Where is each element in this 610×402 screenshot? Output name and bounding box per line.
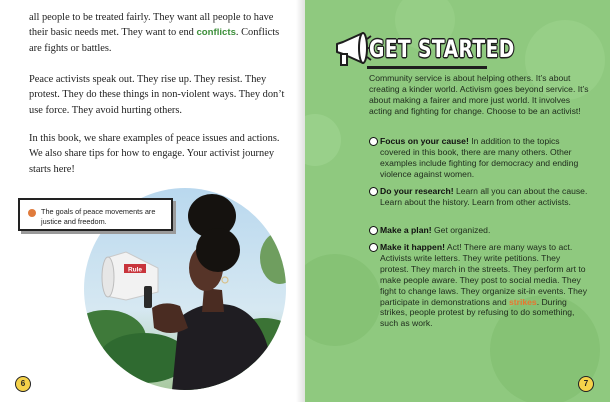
bullet-title: Do your research! bbox=[380, 186, 454, 196]
page-number-right: 7 bbox=[578, 376, 594, 392]
bullet-text: In addition to the topics covered in this book, there are many others. Other examples include fighting for democracy and ending violence against women. bbox=[380, 136, 579, 179]
glossary-term-conflicts[interactable]: conflicts bbox=[196, 27, 236, 39]
bullet-circle-icon bbox=[369, 243, 378, 252]
bullet-title: Focus on your cause! bbox=[380, 136, 469, 146]
bullet-text: Get organized. bbox=[431, 225, 491, 235]
megaphone-brand-label: Rule bbox=[127, 266, 143, 274]
bullet-text: Act! There are many ways to act. Activists write letters. They write petitions. They protest. They march in the streets. They perform art to make people aware. They post to social media. They fight to change laws. They organize sit-in events. They participate in demonstrations and bbox=[380, 242, 588, 307]
photo-caption-box bbox=[18, 198, 173, 231]
page-number-left: 6 bbox=[15, 376, 31, 392]
section-heading bbox=[333, 30, 515, 72]
caption-bullet-dot bbox=[28, 209, 36, 217]
body-paragraph bbox=[29, 10, 291, 56]
bullet-text: Learn all you can about the cause. Learn about the history. Learn from other activists. bbox=[380, 186, 588, 207]
list-item bbox=[369, 242, 591, 329]
list-item bbox=[369, 186, 591, 208]
paragraph-text: . Conflicts are fights or battles. bbox=[29, 27, 280, 54]
list-item bbox=[369, 225, 591, 236]
intro-paragraph: Community service is about helping others. It’s about creating a kinder world. Activism goes beyond service. It’s about making a fairer and more just world. It involves acting and fighting for change. Choose to be an activist! bbox=[369, 73, 589, 116]
paragraph-text: all people to be treated fairly. They want all people to have their basic needs met. They want to end bbox=[29, 12, 274, 39]
bullet-circle-icon bbox=[369, 187, 378, 196]
heading-underline bbox=[367, 66, 487, 69]
body-paragraph: In this book, we share examples of peace issues and actions. We also share tips for how to engage. Your activist journey starts here! bbox=[29, 133, 280, 175]
right-page bbox=[305, 0, 610, 402]
bullet-title: Make it happen! bbox=[380, 242, 445, 252]
glossary-term-strikes[interactable]: strikes bbox=[508, 296, 537, 307]
body-paragraph: Peace activists speak out. They rise up. They resist. They protest. They do these things in non-violent ways. They don’t use force. They avoid hurting others. bbox=[29, 74, 285, 116]
bullet-circle-icon bbox=[369, 226, 378, 235]
left-page bbox=[0, 0, 300, 402]
list-item bbox=[369, 136, 591, 180]
heading-get-started: GET STARTED bbox=[369, 35, 515, 63]
photo-caption-text: The goals of peace movements are justice and freedom. bbox=[41, 207, 156, 226]
bullet-circle-icon bbox=[369, 137, 378, 146]
bullet-title: Make a plan! bbox=[380, 225, 432, 235]
bullet-text: . During strikes, people protest by refusing to do something, such as work. bbox=[380, 296, 575, 329]
